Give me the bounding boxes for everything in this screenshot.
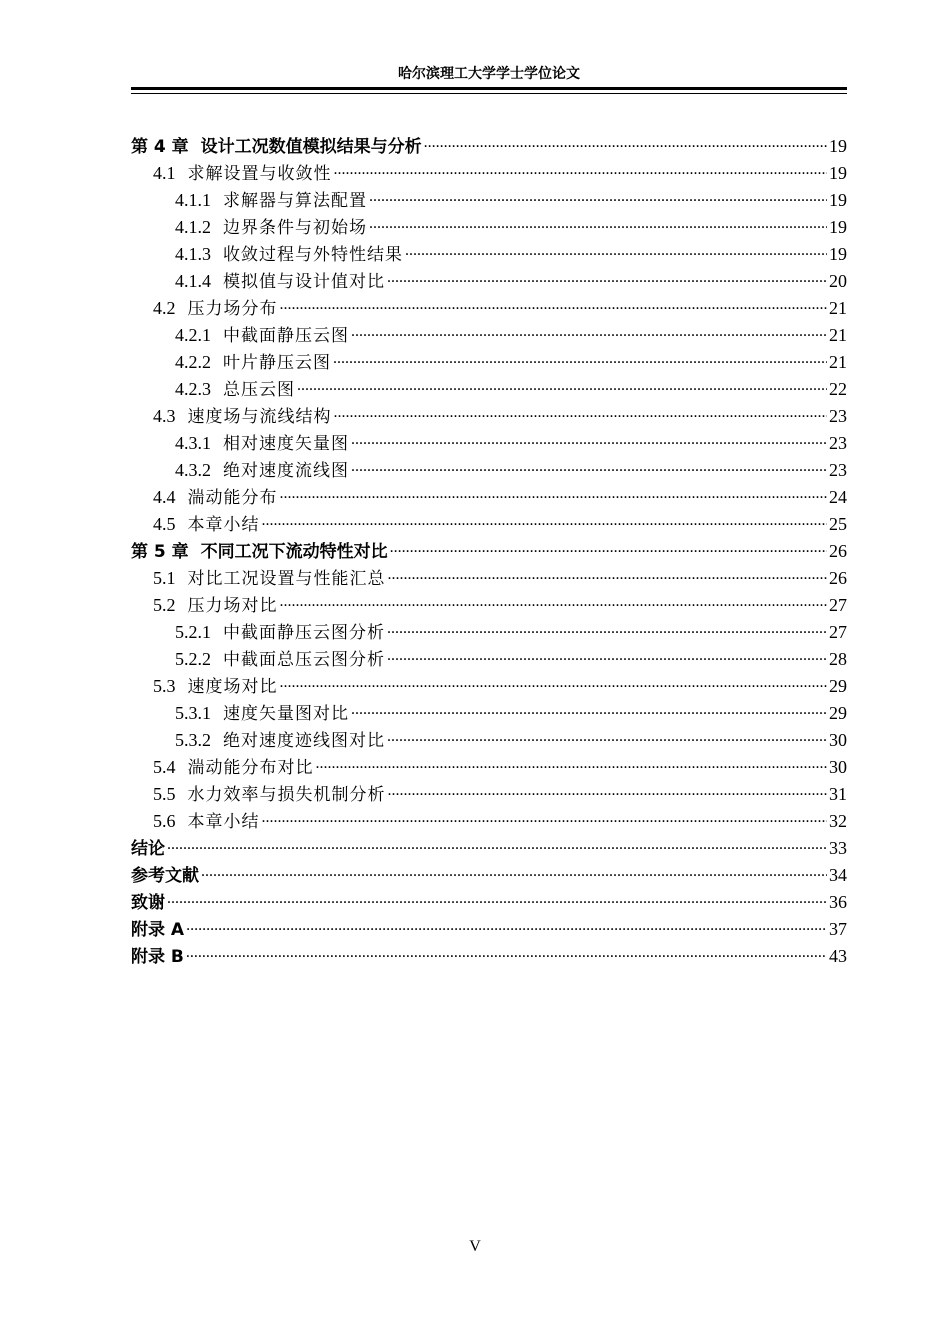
- toc-entry-title: 参考文献: [131, 866, 199, 886]
- toc-entry-page: 30: [829, 757, 847, 777]
- toc-entry-title: 湍动能分布: [187, 488, 278, 508]
- toc-entry[interactable]: [131, 456, 847, 483]
- toc-entry-page: 33: [829, 838, 847, 858]
- toc-entry-page: 19: [829, 217, 847, 237]
- toc-entry-title: 湍动能分布对比: [187, 758, 314, 778]
- toc-entry-title: 绝对速度流线图: [223, 461, 349, 481]
- toc-entry-number: 5.3.2: [175, 730, 211, 750]
- toc-entry-title: 总压云图: [223, 380, 295, 400]
- toc-dot-leader: [351, 321, 827, 341]
- toc-dot-leader: [297, 375, 827, 395]
- toc-entry-page: 27: [829, 622, 847, 642]
- toc-entry-title: 水力效率与损失机制分析: [187, 785, 386, 805]
- toc-dot-leader: [387, 726, 827, 746]
- toc-entry-number: 4.2.1: [175, 325, 211, 345]
- toc-entry-page: 23: [829, 406, 847, 426]
- toc-entry-number: 4.5: [153, 514, 176, 534]
- toc-entry-number: 4.2.2: [175, 352, 211, 372]
- toc-entry-page: 24: [829, 487, 847, 507]
- toc-entry-number: 4.1.2: [175, 217, 211, 237]
- toc-dot-leader: [405, 240, 827, 260]
- toc-dot-leader: [316, 753, 828, 773]
- toc-entry-page: 23: [829, 433, 847, 453]
- toc-entry-page: 43: [829, 946, 847, 966]
- toc-dot-leader: [262, 510, 828, 530]
- toc-dot-leader: [262, 807, 828, 827]
- toc-entry-title: 模拟值与设计值对比: [223, 272, 385, 292]
- toc-dot-leader: [333, 348, 827, 368]
- toc-entry-page: 31: [829, 784, 847, 804]
- toc-entry-title: 中截面静压云图分析: [223, 623, 385, 643]
- toc-entry-number: 4.2: [153, 298, 176, 318]
- toc-dot-leader: [334, 159, 828, 179]
- toc-entry-label: [131, 888, 165, 913]
- toc-entry[interactable]: [131, 132, 847, 159]
- toc-dot-leader: [280, 672, 828, 692]
- toc-dot-leader: [351, 699, 827, 719]
- toc-entry[interactable]: [131, 834, 847, 861]
- toc-entry[interactable]: [131, 159, 847, 186]
- toc-dot-leader: [167, 888, 827, 908]
- toc-entry-title: 求解设置与收敛性: [187, 164, 332, 184]
- toc-entry-page: 34: [829, 865, 847, 885]
- toc-entry-number: 5.2.2: [175, 649, 211, 669]
- toc-entry-title: 求解器与算法配置: [223, 191, 367, 211]
- toc-entry-label: [153, 564, 386, 589]
- toc-entry-title: 中截面静压云图: [223, 326, 349, 346]
- toc-entry[interactable]: [131, 591, 847, 618]
- toc-entry-number: 4.1.3: [175, 244, 211, 264]
- toc-dot-leader: [387, 618, 827, 638]
- toc-entry-label: [131, 861, 199, 886]
- toc-entry-page: 26: [829, 541, 847, 561]
- toc-entry-label: [175, 429, 349, 454]
- toc-dot-leader: [201, 861, 827, 881]
- table-of-contents: [131, 132, 847, 969]
- toc-entry-label: [153, 483, 278, 508]
- header-rule-thick: [131, 87, 847, 90]
- toc-entry[interactable]: [131, 726, 847, 753]
- header-rule-thin: [131, 93, 847, 94]
- toc-entry[interactable]: [131, 672, 847, 699]
- toc-dot-leader: [186, 915, 827, 935]
- toc-entry-label: [175, 699, 349, 724]
- toc-entry-number: 4.4: [153, 487, 176, 507]
- toc-entry-label: [131, 915, 184, 940]
- toc-entry-label: [175, 726, 385, 751]
- toc-entry-title: 速度场对比: [187, 677, 278, 697]
- toc-entry-title: 叶片静压云图: [223, 353, 331, 373]
- toc-entry-number: 5.5: [153, 784, 176, 804]
- toc-entry-number: 4.3.1: [175, 433, 211, 453]
- toc-entry-label: [175, 375, 295, 400]
- toc-entry-label: [153, 753, 314, 778]
- toc-dot-leader: [388, 780, 828, 800]
- toc-entry-page: 30: [829, 730, 847, 750]
- toc-dot-leader: [351, 456, 827, 476]
- toc-entry-number: 4.2.3: [175, 379, 211, 399]
- toc-entry-number: 5.3.1: [175, 703, 211, 723]
- toc-entry-title: 边界条件与初始场: [223, 218, 367, 238]
- toc-entry-page: 20: [829, 271, 847, 291]
- toc-entry[interactable]: [131, 429, 847, 456]
- toc-entry-label: [175, 267, 385, 292]
- toc-entry-page: 26: [829, 568, 847, 588]
- toc-entry-title: 本章小结: [187, 812, 260, 832]
- toc-entry-title: 对比工况设置与性能汇总: [187, 569, 386, 589]
- toc-entry-number: 第 4 章: [131, 137, 189, 157]
- toc-entry-number: 4.1.1: [175, 190, 211, 210]
- toc-entry[interactable]: [131, 402, 847, 429]
- toc-entry-page: 19: [829, 190, 847, 210]
- running-header: 哈尔滨理工大学学士学位论文: [398, 66, 580, 82]
- toc-entry[interactable]: [131, 213, 847, 240]
- toc-entry-title: 设计工况数值模拟结果与分析: [200, 137, 422, 157]
- toc-entry[interactable]: [131, 942, 847, 969]
- toc-entry[interactable]: [131, 510, 847, 537]
- toc-entry-label: [153, 510, 260, 535]
- toc-entry[interactable]: [131, 564, 847, 591]
- toc-entry-label: [153, 672, 278, 697]
- toc-entry[interactable]: [131, 861, 847, 888]
- toc-entry-number: 4.3.2: [175, 460, 211, 480]
- toc-entry[interactable]: [131, 294, 847, 321]
- toc-entry-title: 速度场与流线结构: [187, 407, 332, 427]
- toc-entry-label: [175, 213, 367, 238]
- toc-entry-label: [131, 942, 184, 967]
- toc-entry-label: [153, 402, 332, 427]
- toc-entry-label: [153, 780, 386, 805]
- toc-entry-label: [175, 645, 385, 670]
- toc-entry-label: [153, 591, 278, 616]
- toc-entry-title: 结论: [131, 839, 165, 859]
- toc-dot-leader: [369, 186, 827, 206]
- toc-entry-title: 中截面总压云图分析: [223, 650, 385, 670]
- toc-entry-title: 相对速度矢量图: [223, 434, 349, 454]
- toc-entry[interactable]: [131, 186, 847, 213]
- toc-entry[interactable]: [131, 888, 847, 915]
- toc-dot-leader: [280, 591, 828, 611]
- toc-entry-number: 4.3: [153, 406, 176, 426]
- toc-entry-title: 速度矢量图对比: [223, 704, 349, 724]
- toc-entry-page: 21: [829, 298, 847, 318]
- toc-entry-label: [131, 537, 388, 562]
- toc-entry-page: 25: [829, 514, 847, 534]
- toc-dot-leader: [167, 834, 827, 854]
- toc-entry-page: 22: [829, 379, 847, 399]
- toc-entry-page: 23: [829, 460, 847, 480]
- toc-entry-title: 收敛过程与外特性结果: [223, 245, 403, 265]
- toc-entry-title: 不同工况下流动特性对比: [200, 542, 388, 562]
- toc-dot-leader: [424, 132, 827, 152]
- toc-entry-number: 5.2: [153, 595, 176, 615]
- toc-entry[interactable]: [131, 915, 847, 942]
- toc-entry-page: 37: [829, 919, 847, 939]
- toc-entry-label: [131, 834, 165, 859]
- toc-entry[interactable]: [131, 375, 847, 402]
- toc-entry-label: [153, 807, 260, 832]
- toc-entry-title: 附录 B: [131, 947, 184, 967]
- toc-dot-leader: [186, 942, 827, 962]
- toc-entry[interactable]: [131, 537, 847, 564]
- toc-entry-number: 5.2.1: [175, 622, 211, 642]
- toc-entry-number: 5.4: [153, 757, 176, 777]
- toc-dot-leader: [280, 483, 828, 503]
- toc-dot-leader: [387, 645, 827, 665]
- toc-dot-leader: [390, 537, 827, 557]
- toc-entry-page: 29: [829, 676, 847, 696]
- toc-entry[interactable]: [131, 807, 847, 834]
- toc-entry-number: 5.1: [153, 568, 176, 588]
- toc-entry[interactable]: [131, 699, 847, 726]
- toc-entry-number: 4.1: [153, 163, 176, 183]
- toc-entry-label: [175, 348, 331, 373]
- toc-entry-page: 19: [829, 163, 847, 183]
- toc-entry[interactable]: [131, 267, 847, 294]
- toc-entry[interactable]: [131, 753, 847, 780]
- toc-entry-label: [175, 240, 403, 265]
- page-number: V: [469, 1238, 481, 1255]
- toc-dot-leader: [280, 294, 828, 314]
- toc-entry[interactable]: [131, 483, 847, 510]
- toc-entry-label: [175, 456, 349, 481]
- toc-entry-page: 19: [829, 136, 847, 156]
- toc-entry-title: 绝对速度迹线图对比: [223, 731, 385, 751]
- toc-entry-page: 21: [829, 352, 847, 372]
- toc-entry-number: 5.6: [153, 811, 176, 831]
- toc-entry-label: [131, 132, 422, 157]
- toc-dot-leader: [388, 564, 828, 584]
- toc-entry-page: 21: [829, 325, 847, 345]
- toc-entry[interactable]: [131, 321, 847, 348]
- toc-entry-page: 19: [829, 244, 847, 264]
- toc-entry-page: 32: [829, 811, 847, 831]
- toc-entry-label: [175, 186, 367, 211]
- toc-dot-leader: [351, 429, 827, 449]
- toc-entry-page: 27: [829, 595, 847, 615]
- toc-entry[interactable]: [131, 348, 847, 375]
- toc-entry-title: 本章小结: [187, 515, 260, 535]
- toc-entry-number: 5.3: [153, 676, 176, 696]
- toc-entry-title: 压力场对比: [187, 596, 278, 616]
- toc-entry[interactable]: [131, 618, 847, 645]
- toc-entry-label: [175, 321, 349, 346]
- toc-entry-page: 28: [829, 649, 847, 669]
- toc-dot-leader: [369, 213, 827, 233]
- toc-entry[interactable]: [131, 780, 847, 807]
- toc-entry-page: 36: [829, 892, 847, 912]
- toc-entry[interactable]: [131, 645, 847, 672]
- toc-entry-number: 4.1.4: [175, 271, 211, 291]
- toc-entry-title: 压力场分布: [187, 299, 278, 319]
- toc-entry-page: 29: [829, 703, 847, 723]
- toc-entry-label: [175, 618, 385, 643]
- toc-entry-title: 致谢: [131, 893, 165, 913]
- toc-entry-label: [153, 294, 278, 319]
- toc-dot-leader: [387, 267, 827, 287]
- toc-entry-title: 附录 A: [131, 920, 185, 940]
- toc-entry-label: [153, 159, 332, 184]
- toc-entry[interactable]: [131, 240, 847, 267]
- toc-dot-leader: [334, 402, 828, 422]
- toc-entry-number: 第 5 章: [131, 542, 189, 562]
